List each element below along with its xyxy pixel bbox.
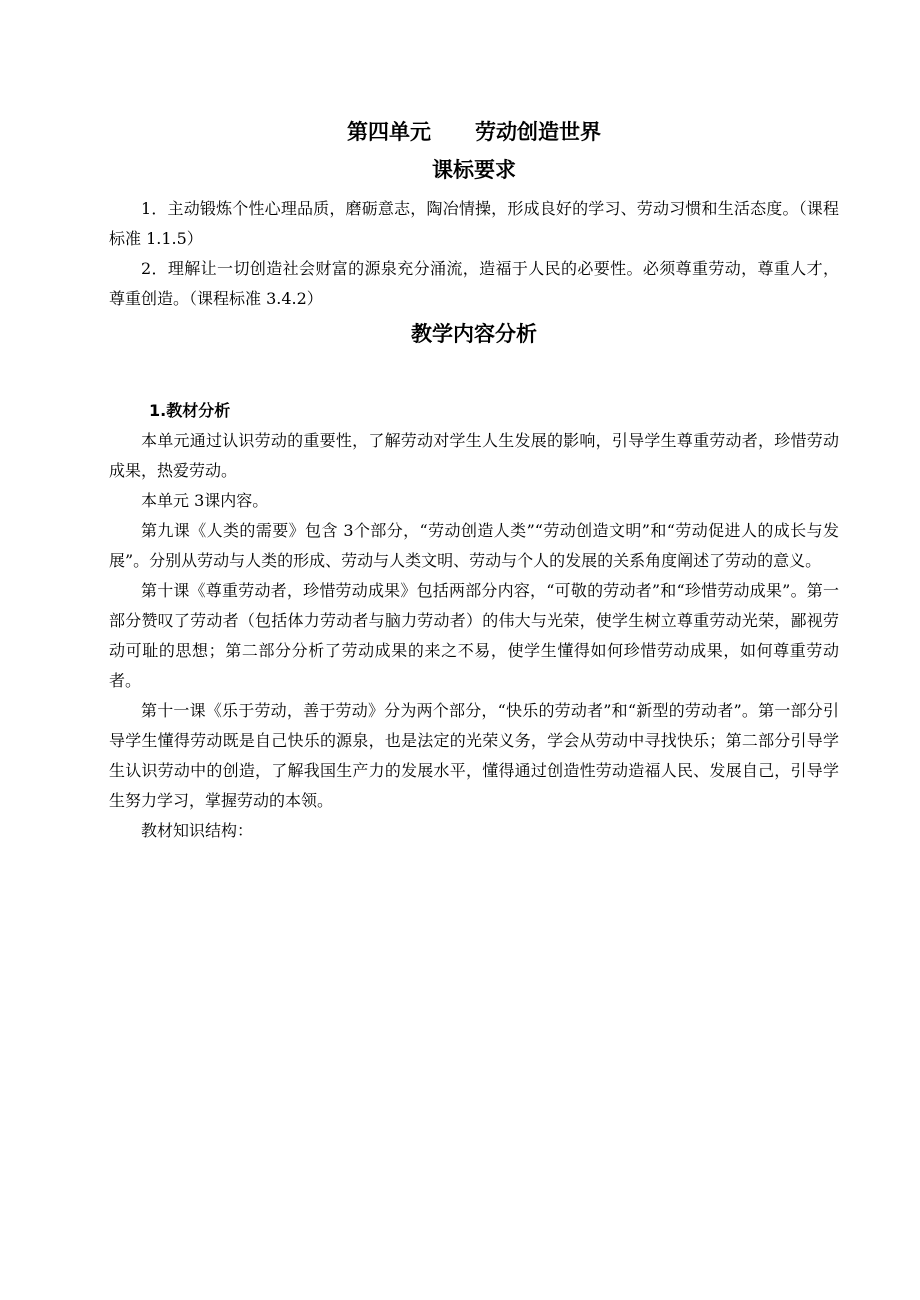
requirement-item-1: 1．主动锻炼个性心理品质，磨砺意志，陶冶情操，形成良好的学习、劳动习惯和生活态度。（课程标准 1.1.5） (109, 199, 839, 248)
curriculum-section-title: 课标要求 (432, 158, 516, 182)
curriculum-requirements (109, 194, 839, 314)
analysis-paragraph-lesson-9: 第九课《人类的需要》包含 3个部分，“劳动创造人类”“劳动创造文明”和“劳动促进人的成长与发展”。分别从劳动与人类的形成、劳动与人类文明、劳动与个人的发展的关系角度阐述了劳动的意义。 (109, 521, 839, 570)
document-content (109, 112, 839, 846)
unit-name: 劳动创造世界 (475, 120, 601, 144)
analysis-paragraph-lesson-11: 第十一课《乐于劳动，善于劳动》分为两个部分，“快乐的劳动者”和“新型的劳动者”。第一部分引导学生懂得劳动既是自己快乐的源泉，也是法定的光荣义务，学会从劳动中寻找快乐；第二部分引导学生认识劳动中的创造，了解我国生产力的发展水平，懂得通过创造性劳动造福人民、发展自己，引导学生努力学习，掌握劳动的本领。 (109, 701, 839, 810)
analysis-paragraph-intro: 本单元通过认识劳动的重要性，了解劳动对学生人生发展的影响，引导学生尊重劳动者，珍惜劳动成果，热爱劳动。 (109, 431, 839, 480)
requirement-item-2: 2．理解让一切创造社会财富的源泉充分涌流，造福于人民的必要性。必须尊重劳动，尊重人才，尊重创造。（课程标准 3.4.2） (109, 259, 839, 308)
analysis-paragraph-structure: 教材知识结构： (141, 821, 254, 840)
analysis-paragraph-lesson-count: 本单元 3课内容。 (141, 491, 269, 510)
material-analysis-heading: 1.教材分析 (149, 401, 231, 420)
analysis-section-title: 教学内容分析 (411, 322, 537, 346)
unit-title (109, 112, 839, 152)
unit-label: 第四单元 (347, 120, 431, 144)
analysis-paragraph-lesson-10: 第十课《尊重劳动者，珍惜劳动成果》包括两部分内容，“可敬的劳动者”和“珍惜劳动成果”。第一部分赞叹了劳动者（包括体力劳动者与脑力劳动者）的伟大与光荣，使学生树立尊重劳动光荣，鄙视劳动可耻的思想；第二部分分析了劳动成果的来之不易，使学生懂得如何珍惜劳动成果，如何尊重劳动者。 (109, 581, 839, 690)
analysis-body (109, 426, 839, 846)
